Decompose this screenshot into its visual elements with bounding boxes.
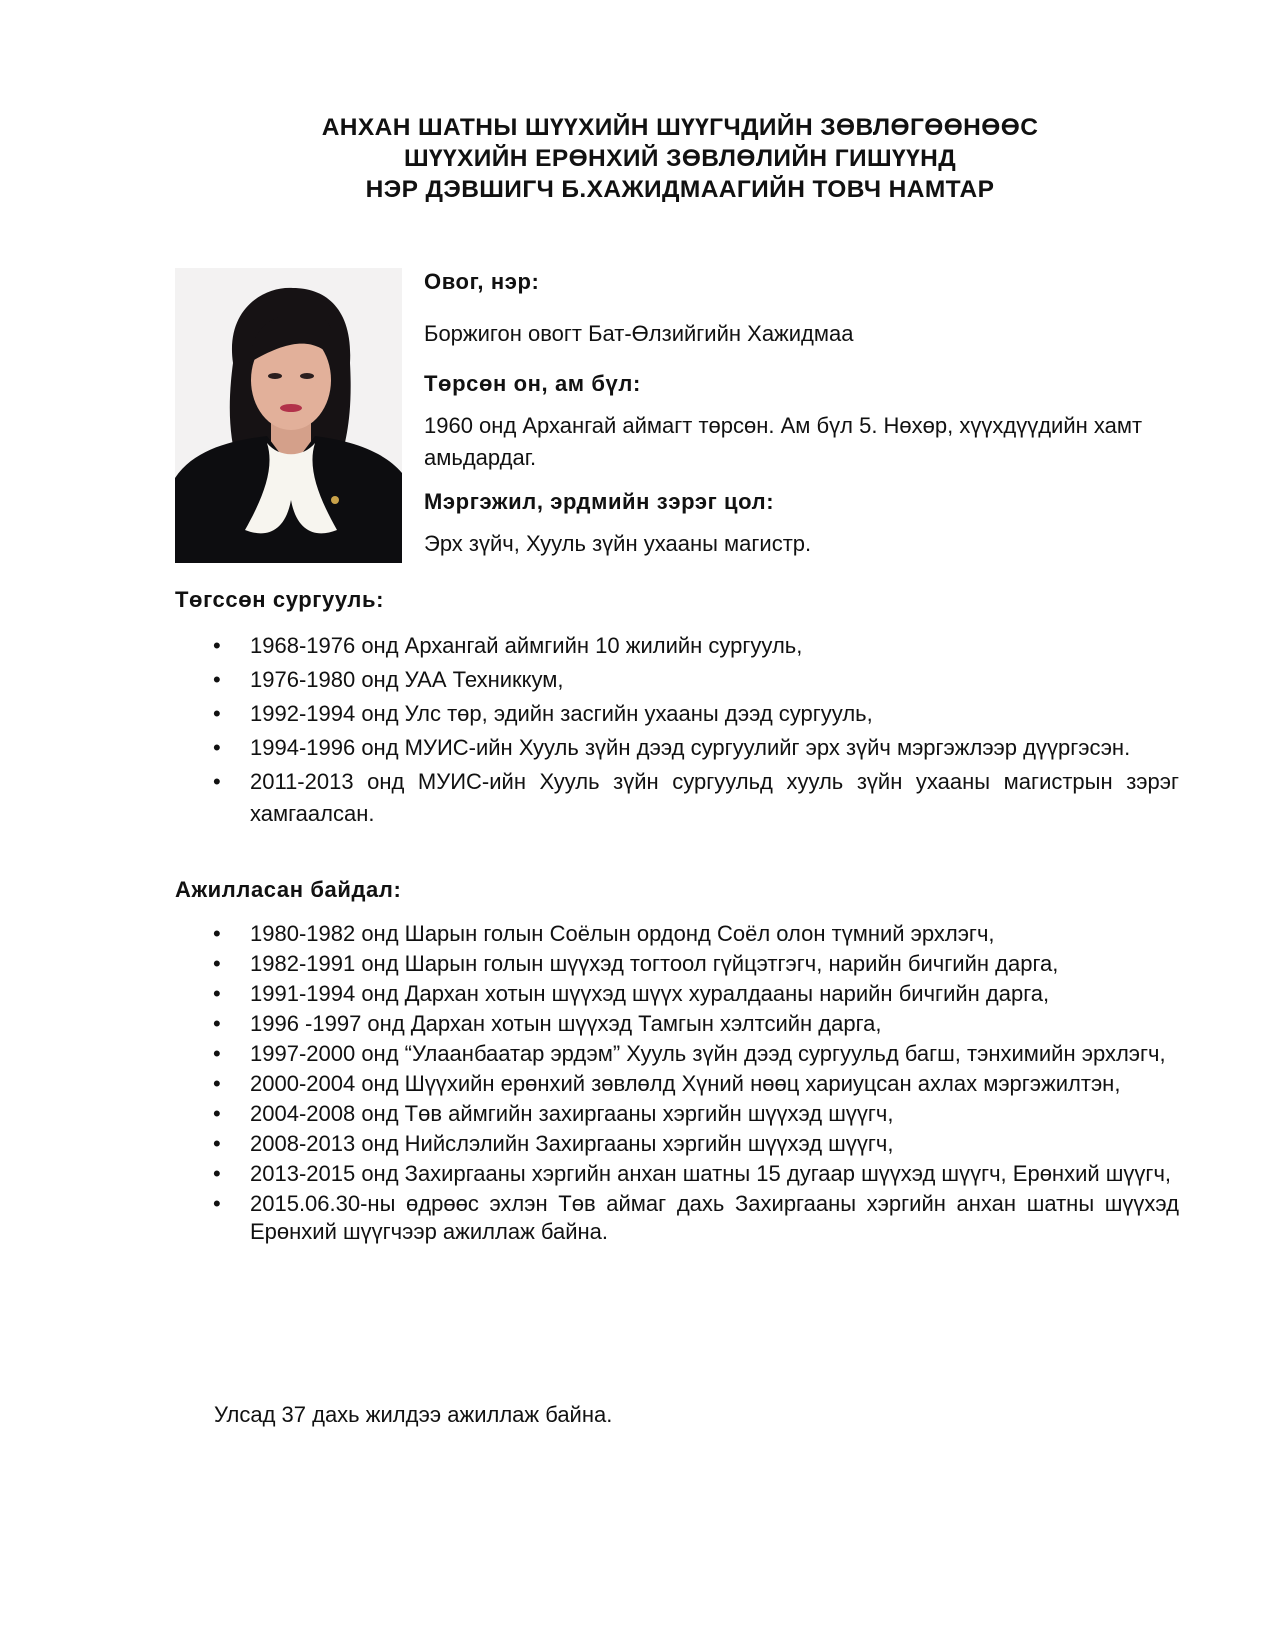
bullet: • <box>213 769 221 794</box>
education-list <box>175 630 1179 832</box>
list-item-text: 1992-1994 онд Улс төр, эдийн засгийн ухааны дээд сургууль, <box>250 701 873 726</box>
footer-note: Улсад 37 дахь жилдээ ажиллаж байна. <box>214 1402 613 1427</box>
profession-label: Мэргэжил, эрдмийн зэрэг цол: <box>424 489 775 514</box>
bullet: • <box>213 1071 221 1096</box>
title-line-1: АНХАН ШАТНЫ ШҮҮХИЙН ШҮҮГЧДИЙН ЗӨВЛӨГӨӨНӨӨС <box>321 114 1039 141</box>
list-item-text: 2008-2013 онд Нийслэлийн Захиргааны хэргийн шүүхэд шүүгч, <box>250 1131 894 1156</box>
list-item-text: 1997-2000 онд “Улаанбаатар эрдэм” Хууль зүйн дээд сургуульд багш, тэнхимийн эрхлэгч, <box>250 1041 1166 1066</box>
list-item-text: 2000-2004 онд Шүүхийн ерөнхий зөвлөлд Хүний нөөц хариуцсан ахлах мэргэжилтэн, <box>250 1071 1121 1096</box>
work-list <box>175 920 1179 1248</box>
list-item <box>175 698 1179 730</box>
list-item-text: 1991-1994 онд Дархан хотын шүүхэд шүүх хуралдааны нарийн бичгийн дарга, <box>250 981 1050 1006</box>
list-item <box>175 950 1179 978</box>
list-item <box>175 732 1179 764</box>
list-item <box>175 1190 1179 1246</box>
list-item <box>175 1100 1179 1128</box>
bullet: • <box>213 667 221 692</box>
bullet: • <box>213 1191 221 1216</box>
birth-value: 1960 онд Архангай аймагт төрсөн. Ам бүл 5. Нөхөр, хүүхдүүдийн хамт амьдардаг. <box>424 413 1143 470</box>
education-heading: Төгссөн сургууль: <box>175 587 385 612</box>
bullet: • <box>213 1011 221 1036</box>
list-item-text: 1976-1980 онд УАА Техниккум, <box>250 667 564 692</box>
list-item-text: 2013-2015 онд Захиргааны хэргийн анхан шатны 15 дугаар шүүхэд шүүгч, Ерөнхий шүүгч, <box>250 1161 1172 1186</box>
bullet: • <box>213 633 221 658</box>
title-line-3: НЭР ДЭВШИГЧ Б.ХАЖИДМААГИЙН ТОВЧ НАМТАР <box>365 176 995 203</box>
bullet: • <box>213 951 221 976</box>
list-item <box>175 664 1179 696</box>
list-item <box>175 630 1179 662</box>
bullet: • <box>213 701 221 726</box>
list-item <box>175 1040 1179 1068</box>
portrait-photo <box>175 268 402 563</box>
list-item <box>175 1070 1179 1098</box>
bullet: • <box>213 921 221 946</box>
name-value: Боржигон овогт Бат-Өлзийгийн Хажидмаа <box>424 321 854 346</box>
list-item-text: 2011-2013 онд МУИС-ийн Хууль зүйн сургуульд хууль зүйн ухааны магистрын зэрэг хамгаалсан. <box>250 769 1179 826</box>
list-item-text: 1996 -1997 онд Дархан хотын шүүхэд Тамгын хэлтсийн дарга, <box>250 1011 882 1036</box>
list-item <box>175 766 1179 830</box>
bullet: • <box>213 1101 221 1126</box>
bullet: • <box>213 981 221 1006</box>
list-item-text: 1968-1976 онд Архангай аймгийн 10 жилийн сургууль, <box>250 633 803 658</box>
bullet: • <box>213 735 221 760</box>
profession-value: Эрх зүйч, Хууль зүйн ухааны магистр. <box>424 531 812 556</box>
profile-info <box>424 268 1179 560</box>
birth-label: Төрсөн он, ам бүл: <box>424 371 641 396</box>
list-item <box>175 980 1179 1008</box>
list-item <box>175 1130 1179 1158</box>
bullet: • <box>213 1161 221 1186</box>
list-item-text: 1994-1996 онд МУИС-ийн Хууль зүйн дээд сургуулийг эрх зүйч мэргэжлээр дүүргэсэн. <box>250 735 1131 760</box>
bullet: • <box>213 1131 221 1156</box>
list-item <box>175 920 1179 948</box>
bullet: • <box>213 1041 221 1066</box>
list-item-text: 2004-2008 онд Төв аймгийн захиргааны хэргийн шүүхэд шүүгч, <box>250 1101 894 1126</box>
list-item-text: 1982-1991 онд Шарын голын шүүхэд тогтоол гүйцэтгэгч, нарийн бичгийн дарга, <box>250 951 1059 976</box>
name-label: Овог, нэр: <box>424 269 540 294</box>
work-heading: Ажилласан байдал: <box>175 877 402 902</box>
list-item <box>175 1160 1179 1188</box>
list-item <box>175 1010 1179 1038</box>
title-line-2: ШҮҮХИЙН ЕРӨНХИЙ ЗӨВЛӨЛИЙН ГИШҮҮНД <box>403 145 957 172</box>
document-title <box>200 112 1160 205</box>
list-item-text: 1980-1982 онд Шарын голын Соёлын ордонд Соёл олон түмний эрхлэгч, <box>250 921 995 946</box>
list-item-text: 2015.06.30-ны өдрөөс эхлэн Төв аймаг дахь Захиргааны хэргийн анхан шатны шүүхэд Ерөнхий шүүгчээр ажиллаж байна. <box>250 1191 1179 1244</box>
